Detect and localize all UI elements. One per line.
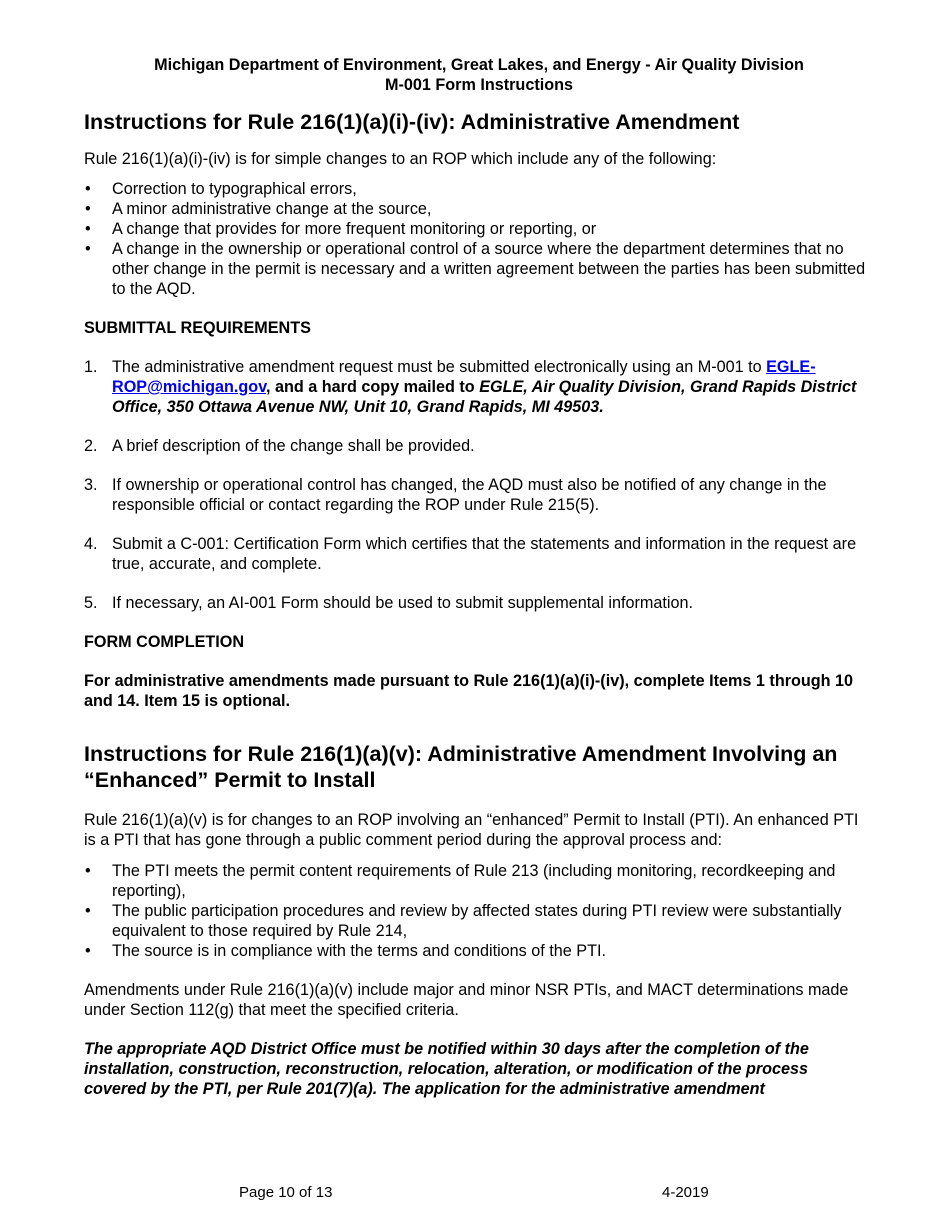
list-item: • The source is in compliance with the terms and conditions of the PTI. xyxy=(84,941,874,961)
requirement-text: If necessary, an AI-001 Form should be used to submit supplemental information. xyxy=(112,594,693,612)
requirement-text: The administrative amendment request must be submitted electronically using an M-001 to xyxy=(112,358,767,376)
section2-intro: Rule 216(1)(a)(v) is for changes to an ROP involving an “enhanced” Permit to Install (PTI). An enhanced PTI is a PTI that has gone through a public comment period during the approval process and: xyxy=(84,811,859,849)
list-item xyxy=(84,357,874,417)
section1-intro: Rule 216(1)(a)(i)-(iv) is for simple changes to an ROP which include any of the following: xyxy=(84,150,717,168)
amendments-paragraph: Amendments under Rule 216(1)(a)(v) include major and minor NSR PTIs, and MACT determinations made under Section 112(g) that meet the specified criteria. xyxy=(84,981,849,1019)
list-item: • A change in the ownership or operational control of a source where the department determines that no other change in the permit is necessary and a written agreement between the parties has been submitted to the AQD. xyxy=(84,239,874,299)
item-number: 5. xyxy=(84,594,98,612)
item-number: 3. xyxy=(84,476,98,494)
document-header xyxy=(84,55,874,95)
section2-bullet-list xyxy=(84,861,874,961)
list-item xyxy=(84,436,874,456)
list-item: • A change that provides for more frequent monitoring or reporting, or xyxy=(84,219,874,239)
requirement-bold-text: , and a hard copy mailed to xyxy=(266,378,480,396)
form-completion-text: For administrative amendments made pursuant to Rule 216(1)(a)(i)-(iv), complete Items 1 through 10 and 14. Item 15 is optional. xyxy=(84,672,854,710)
list-item: • Correction to typographical errors, xyxy=(84,179,874,199)
list-item: • The PTI meets the permit content requirements of Rule 213 (including monitoring, recordkeeping and reporting), xyxy=(84,861,874,901)
list-item: • The public participation procedures and review by affected states during PTI review were substantially equivalent to those required by Rule 214, xyxy=(84,901,874,941)
header-agency: Michigan Department of Environment, Great Lakes, and Energy - Air Quality Division xyxy=(154,56,804,74)
section1-title: Instructions for Rule 216(1)(a)(i)-(iv): Administrative Amendment xyxy=(84,110,740,134)
mailing-address: EGLE, Air Quality Division, Grand Rapids District Office, 350 Ottawa Avenue NW, Unit 10, Grand Rapids, MI 49503. xyxy=(112,378,857,416)
submittal-heading: SUBMITTAL REQUIREMENTS xyxy=(84,319,311,337)
item-number: 2. xyxy=(84,437,98,455)
form-completion-heading: FORM COMPLETION xyxy=(84,633,245,651)
notification-paragraph: The appropriate AQD District Office must be notified within 30 days after the completion of the installation, construction, reconstruction, relocation, alteration, or modification of the process covered by the PTI, per Rule 201(7)(a). The application for the administrative amendment xyxy=(84,1040,809,1098)
document-page xyxy=(84,55,874,1099)
requirement-text: If ownership or operational control has changed, the AQD must also be notified of any change in the responsible official or contact regarding the ROP under Rule 215(5). xyxy=(112,476,827,514)
requirement-text: A brief description of the change shall be provided. xyxy=(112,437,475,455)
email-link[interactable]: EGLE-ROP@michigan.gov xyxy=(112,358,816,396)
requirement-text: Submit a C-001: Certification Form which certifies that the statements and information in the request are true, accurate, and complete. xyxy=(112,535,857,573)
list-item xyxy=(84,534,874,574)
list-item: • A minor administrative change at the source, xyxy=(84,199,874,219)
revision-date: 4-2019 xyxy=(662,1184,709,1201)
section2-title: Instructions for Rule 216(1)(a)(v): Administrative Amendment Involving an “Enhanced” Permit to Install xyxy=(84,742,838,792)
list-item xyxy=(84,475,874,515)
section1-bullet-list xyxy=(84,179,874,299)
page-number: Page 10 of 13 xyxy=(239,1184,333,1201)
page-footer xyxy=(0,1183,950,1203)
item-number: 4. xyxy=(84,535,98,553)
list-item xyxy=(84,593,874,613)
item-number: 1. xyxy=(84,358,98,376)
header-form-title: M-001 Form Instructions xyxy=(385,76,573,94)
submittal-requirements-list xyxy=(84,357,874,613)
